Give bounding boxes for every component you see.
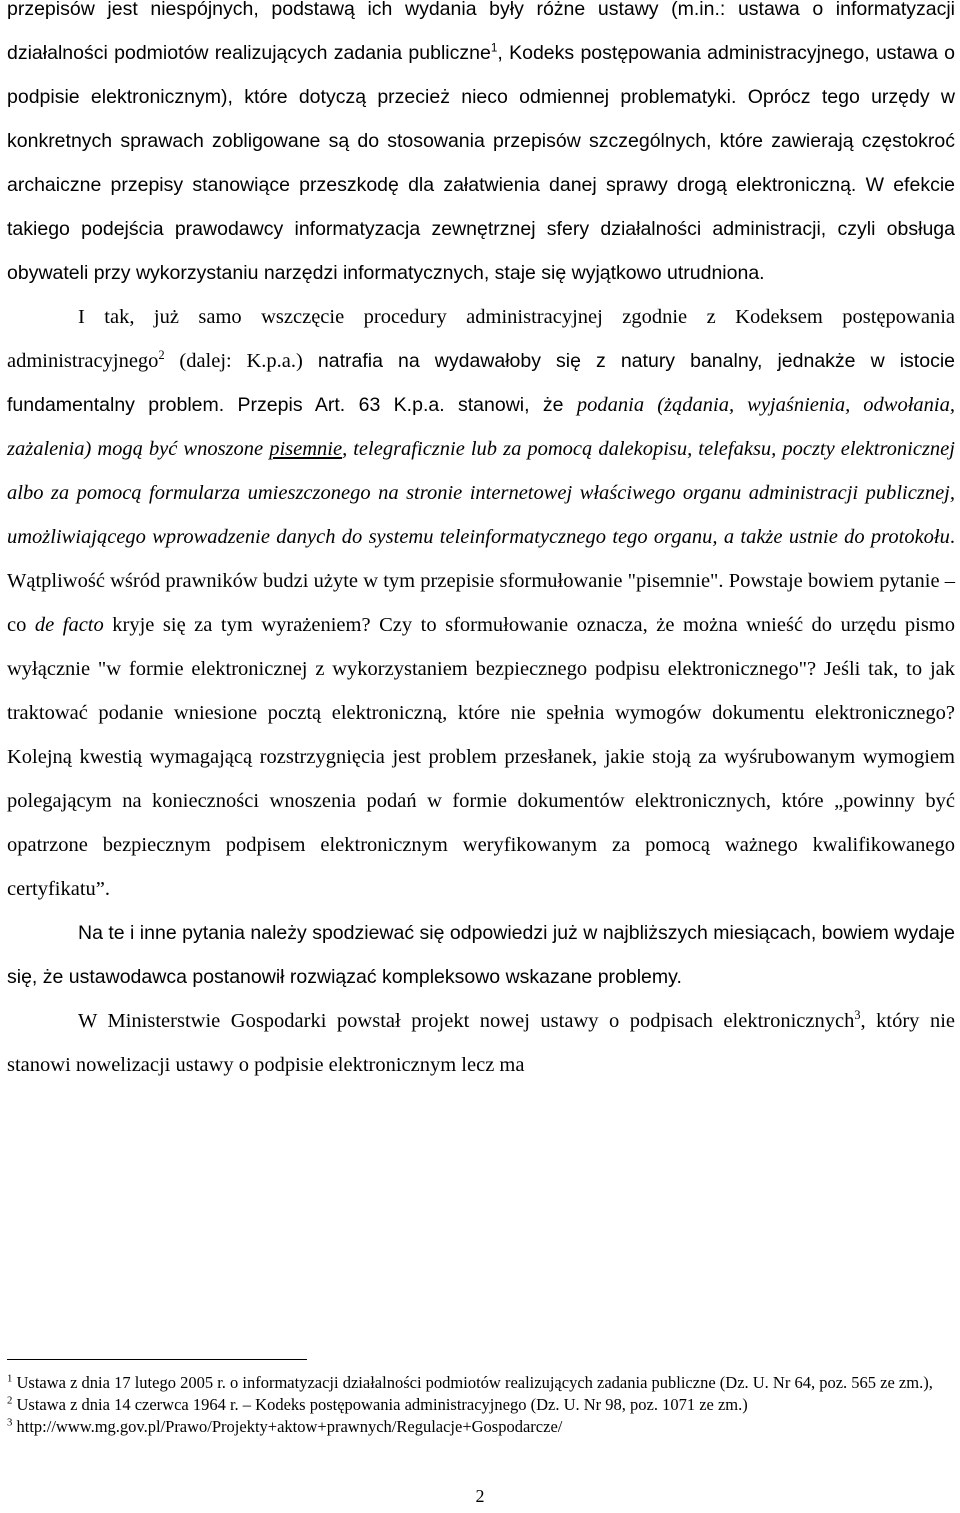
paragraph-2 [7, 295, 955, 911]
footnote-separator [7, 1359, 307, 1360]
paragraph-2-quote-b: , telegraficznie lub za pomocą dalekopisu, telefaksu, poczty elektronicznej albo za pomocą formularza umieszczonego na stronie internetowej właściwego organu administracji publicznej, umożliwiającego wprowadzenie danych do systemu teleinformatycznego tego organu, a także ustnie do protokołu [7, 438, 955, 548]
paragraph-3: Na te i inne pytania należy spodziewać się odpowiedzi już w najbliższych miesiącach, bowiem wydaje się, że ustawodawca postanowił rozwiązać kompleksowo wskazane problemy. [7, 922, 955, 988]
body-text [7, 0, 955, 1087]
paragraph-2-de-facto: de facto [34, 614, 104, 636]
paragraph-2-quote-underlined: pisemnie [269, 438, 343, 460]
paragraph-1-text-a: przepisów jest niespójnych, podstawą ich wydania były różne ustawy (m.in.: ustawa o informatyzacji działalności podmiotów realizujących zadania publiczne [7, 0, 955, 64]
footnote-ref-2[interactable]: 2 [158, 348, 165, 363]
paragraph-2-text-b: (dalej: K.p.a.) [164, 350, 303, 372]
footnote-3-number: 3 [7, 1416, 13, 1429]
footnote-3-link[interactable]: http://www.mg.gov.pl/Prawo/Projekty+aktow+prawnych/Regulacje+Gospodarcze/ [12, 1417, 563, 1436]
paragraph-1-text-b: , Kodeks postępowania administracyjnego, ustawa o podpisie elektronicznym), które dotyczą przecież nieco odmiennej problematyki. Oprócz tego urzędy w konkretnych sprawach zobligowane są do stosowania przepisów szczególnych, które zawierają częstokroć archaiczne przepisy stanowiące przeszkodę dla załatwienia danej sprawy drogą elektroniczną. W efekcie takiego podejścia prawodawcy informatyzacja zewnętrznej sfery działalności administracji, czyli obsługa obywateli przy wykorzystaniu narzędzi informatycznych, staje się wyjątkowo utrudniona. [7, 42, 955, 284]
footnote-1-text: Ustawa z dnia 17 lutego 2005 r. o informatyzacji działalności podmiotów realizujących zadania publiczne (Dz. U. Nr 64, poz. 565 ze zm.), [12, 1373, 933, 1392]
paragraph-4-text-b: , który nie stanowi nowelizacji ustawy o podpisie elektronicznym lecz ma [7, 1010, 955, 1076]
paragraph-2-text-g: . Wątpliwość wśród prawników budzi użyte w tym przepisie sformułowanie "pisemnie". Powstaje bowiem pytanie – co [7, 526, 955, 636]
paragraph-4 [7, 999, 955, 1087]
paragraph-4-text-a: W Ministerstwie Gospodarki powstał projekt nowej ustawy o podpisach elektronicznych [78, 1010, 855, 1032]
paragraph-1 [7, 0, 955, 295]
footnote-1-number: 1 [7, 1372, 13, 1385]
footnote-ref-3[interactable]: 3 [854, 1008, 861, 1023]
footnote-ref-1[interactable]: 1 [490, 41, 498, 55]
footnotes [7, 1372, 955, 1438]
paragraph-2-quote-a: podania (żądania, wyjaśnienia, odwołania, zażalenia) mogą być wnoszone [7, 394, 955, 460]
footnote-2-text: Ustawa z dnia 14 czerwca 1964 r. – Kodeks postępowania administracyjnego (Dz. U. Nr 98, poz. 1071 ze zm.) [12, 1395, 748, 1414]
footnote-1 [7, 1372, 955, 1394]
paragraph-2-text-a: I tak, już samo wszczęcie procedury administracyjnej zgodnie z Kodeksem postępowania administracyjnego [7, 306, 955, 372]
footnote-3 [7, 1416, 955, 1438]
footnote-2-number: 2 [7, 1394, 13, 1407]
paragraph-2-text-i: kryje się za tym wyrażeniem? Czy to sformułowanie oznacza, że można wnieść do urzędu pismo wyłącznie "w formie elektronicznej z wykorzystaniem bezpiecznego podpisu elektronicznego"? Jeśli tak, to jak traktować podanie wniesione pocztą elektroniczną, które nie spełnia wymogów dokumentu elektronicznego? Kolejną kwestią wymagającą rozstrzygnięcia jest problem przesłanek, jakie stoją za wyśrubowanym wymogiem polegającym na konieczności wnoszenia podań w formie dokumentów elektronicznych, które „powinny być opatrzone bezpiecznym podpisem elektronicznym weryfikowanym za pomocą ważnego kwalifikowanego certyfikatu”. [7, 614, 955, 900]
footnote-2 [7, 1394, 955, 1416]
paragraph-2-text-c: natrafia na wydawałoby się z natury banalny, jednakże w istocie fundamentalny problem. Przepis Art. 63 K.p.a. stanowi, że [7, 350, 955, 416]
page-number: 2 [475, 1486, 485, 1506]
